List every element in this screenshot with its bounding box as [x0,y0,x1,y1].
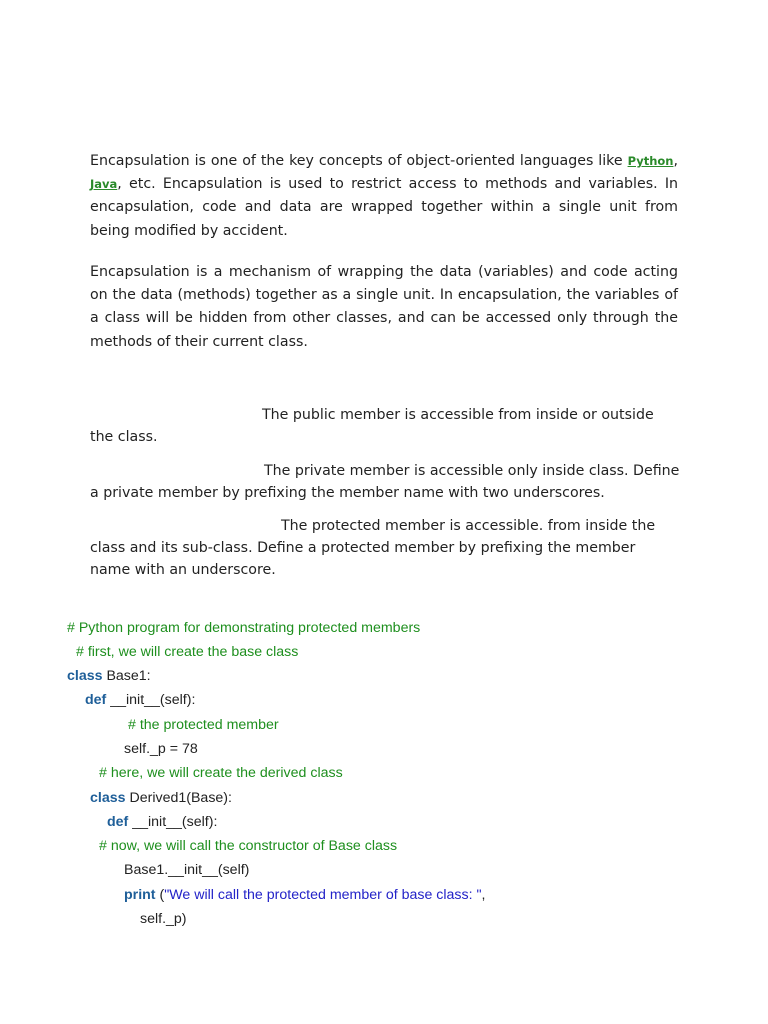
code-line-9 [107,812,217,832]
intro-text-end: , etc. Encapsulation is used to restrict access to methods and variables. In encapsulation, code and data are wrapped together within a single unit from being modified by accident. [90,176,678,239]
code-line-10: # now, we will call the constructor of Base class [99,838,398,854]
code-line-7: # here, we will create the derived class [99,765,343,781]
code-line-4 [85,690,195,710]
code-line-3 [67,666,151,686]
paragraph-encapsulation-mechanism: Encapsulation is a mechanism of wrapping the data (variables) and code acting on the data (methods) together as a single unit. In encapsulation, the variables of a class will be hidden from other classes, and can be accessed only through the methods of their current class. [90,264,678,350]
code-line-8 [90,788,232,808]
code-text: Base1: [102,668,151,684]
code-string: "We will call the protected member of base class: " [164,887,482,903]
code-text: , [481,887,486,903]
code-text: ( [155,887,165,903]
code-text: Derived1(Base): [125,790,232,806]
code-text: __init__(self): [128,814,218,830]
code-line-11: Base1.__init__(self) [124,862,250,878]
code-line-5: # the protected member [128,717,279,733]
private-member-description: The private member is accessible only inside class. Define a private member by prefixing the member name with two underscores. [90,463,680,501]
public-member-description: The public member is accessible from inside or outside the class. [90,407,654,445]
code-keyword: class [90,790,126,806]
code-line-13: self._p) [140,911,187,927]
paragraph-encapsulation-intro [90,150,678,243]
java-link[interactable]: Java [90,177,118,192]
code-line-1: # Python program for demonstrating protected members [67,620,421,636]
python-link[interactable]: Python [627,154,674,168]
code-line-6: self._p = 78 [124,741,198,757]
code-keyword: def [107,814,129,830]
protected-member-description: The protected member is accessible. from inside the class and its sub-class. Define a protected member by prefixing the member name with an underscore. [90,518,656,578]
code-text: __init__(self): [106,692,196,708]
code-keyword: print [124,887,156,903]
intro-text-start: Encapsulation is one of the key concepts of object-oriented languages like [90,153,628,169]
code-keyword: def [85,692,107,708]
link-separator: , [673,153,678,169]
code-line-2: # first, we will create the base class [76,644,299,660]
code-line-12 [124,885,486,905]
code-keyword: class [67,668,103,684]
